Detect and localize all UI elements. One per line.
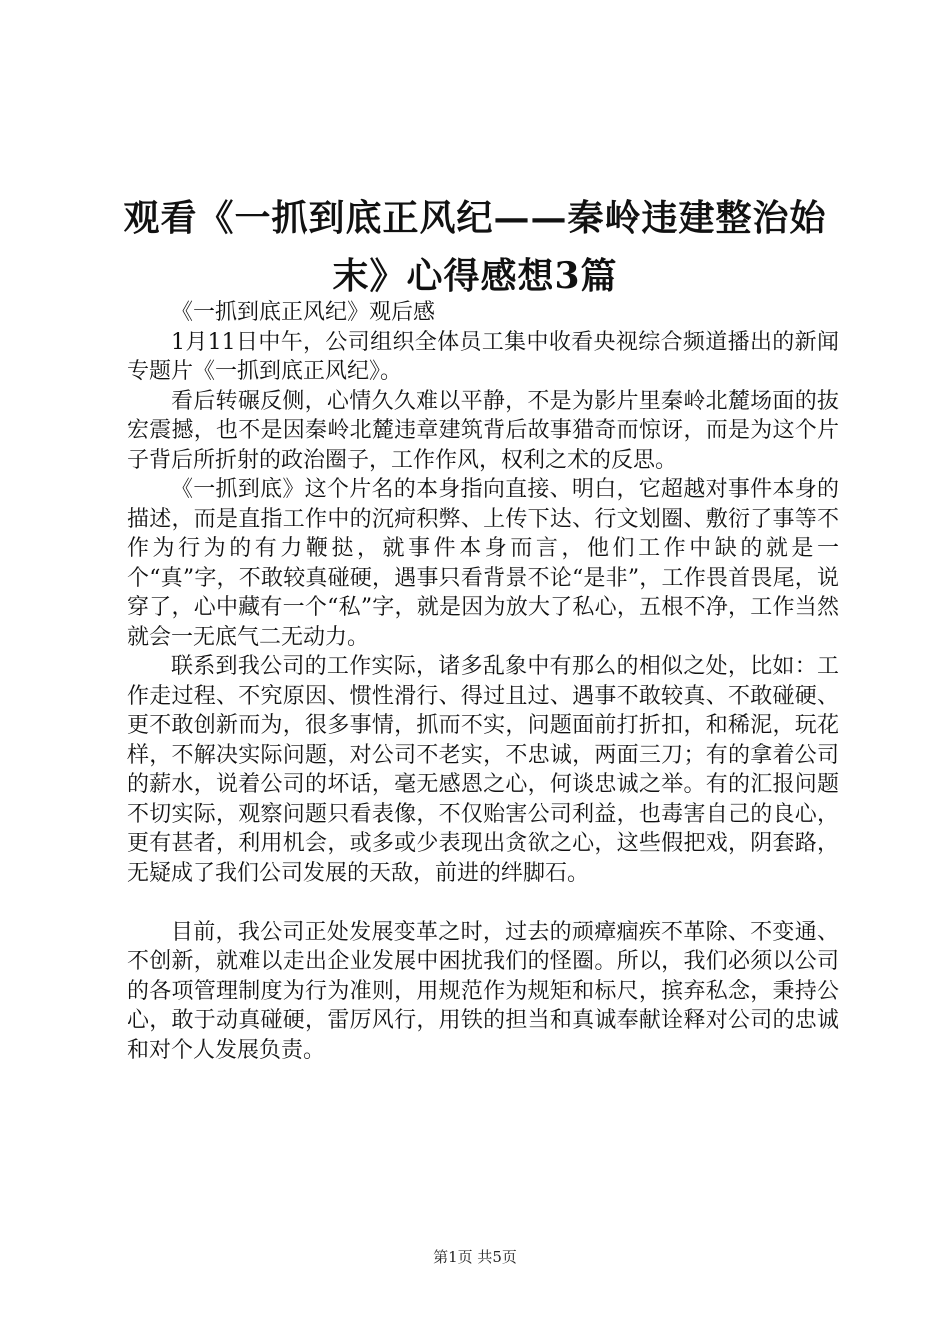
paragraph-5: 目前，我公司正处发展变革之时，过去的顽瘴痼疾不革除、不变通、不创新，就难以走出企业发展中困扰我们的怪圈。所以，我们必须以公司的各项管理制度为行为准则，用规范作为规矩和标尺，摈弃私念，秉持公心，敢于动真碰硬，雷厉风行，用铁的担当和真诚奉献诠释对公司的忠诚和对个人发展负责。 xyxy=(127,919,839,1063)
page-footer: 第1页 共5页 xyxy=(433,1248,517,1266)
section-subtitle: 《一抓到底正风纪》观后感 xyxy=(171,300,436,325)
paragraph-1: 1月11日中午，公司组织全体员工集中收看央视综合频道播出的新闻专题片《一抓到底正风纪》。 xyxy=(127,329,839,384)
paragraph-2: 看后转碾反侧，心情久久难以平静，不是为影片里秦岭北麓场面的抜宏震撼，也不是因秦岭北麓违章建筑背后故事猎奇而惊讶，而是为这个片子背后所折射的政治圈子，工作作风，权利之术的反思。 xyxy=(127,388,839,473)
paragraph-3: 《一抓到底》这个片名的本身指向直接、明白，它超越对事件本身的描述，而是直指工作中的沉疴积弊、上传下达、行文划圈、敷衍了事等不作为行为的有力鞭挞，就事件本身而言，他们工作中缺的就是一个“真”字，不敢较真碰硬，遇事只看背景不论“是非”，工作畏首畏尾，说穿了，心中藏有一个“私”字，就是因为放大了私心，五根不净，工作当然就会一无底气二无动力。 xyxy=(127,477,839,650)
document-title-line-2: 末》心得感想3篇 xyxy=(332,255,618,297)
paragraph-4: 联系到我公司的工作实际，诸多乱象中有那么的相似之处，比如：工作走过程、不究原因、惯性滑行、得过且过、遇事不敢较真、不敢碰硬、更不敢创新而为，很多事情，抓而不实，问题面前打折扣，和稀泥，玩花样，不解决实际问题，对公司不老实，不忠诚，两面三刀；有的拿着公司的薪水，说着公司的坏话，毫无感恩之心，何谈忠诚之举。有的汇报问题不切实际，观察问题只看表像，不仅贻害公司利益，也毒害自己的良心，更有甚者，利用机会，或多或少表现出贪欲之心，这些假把戏，阴套路，无疑成了我们公司发展的天敌，前进的绊脚石。 xyxy=(127,654,839,886)
document-body xyxy=(127,298,839,1065)
document-title-line-1: 观看《一抓到底正风纪——秦岭违建整治始 xyxy=(123,197,827,239)
